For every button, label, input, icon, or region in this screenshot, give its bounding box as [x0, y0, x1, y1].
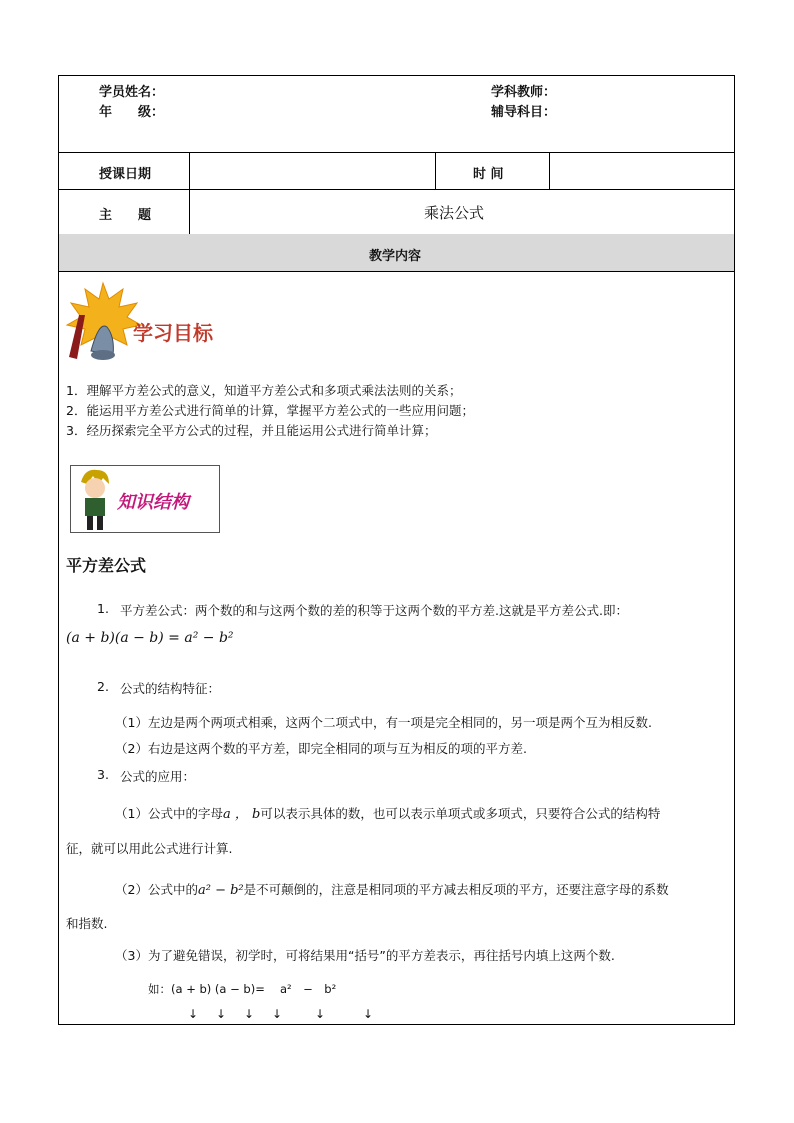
sub-item: （2）右边是这两个数的平方差，即完全相同的项与互为相反的项的平方差. — [115, 741, 527, 756]
sub-item — [115, 880, 669, 898]
table-divider — [549, 152, 550, 189]
goal-item: 1．理解平方差公式的意义，知道平方差公式和多项式乘法法则的关系； — [66, 383, 462, 398]
table-divider — [435, 152, 436, 189]
goal-item: 3．经历探索完全平方公式的过程，并且能运用公式进行简单计算； — [66, 423, 437, 438]
content-header: 教学内容 — [369, 249, 422, 264]
down-arrow-icon: ↓ — [216, 1007, 227, 1021]
table-divider — [189, 152, 190, 234]
student-name-label: 学员姓名： — [99, 85, 165, 100]
down-arrow-icon: ↓ — [363, 1007, 374, 1021]
sub-item — [115, 803, 660, 822]
topic-value: 乘法公式 — [424, 204, 485, 222]
sub-item-text: 是不可颠倒的，注意是相同项的平方减去相反项的平方，还要注意字母的系数 — [243, 882, 669, 897]
learning-goal-title: 学习目标 — [133, 321, 213, 345]
topic-label: 主 题 — [99, 208, 152, 223]
formula: (a + b)(a − b) = a² − b² — [66, 630, 234, 646]
sub-item-text: 可以表示具体的数，也可以表示单项式或多项式，只要符合公式的结构特 — [260, 806, 661, 821]
table-divider — [59, 189, 734, 190]
learning-goal-banner — [65, 281, 225, 367]
down-arrow-icon: ↓ — [272, 1007, 283, 1021]
grade-label: 年 级： — [99, 105, 165, 120]
down-arrow-icon: ↓ — [315, 1007, 326, 1021]
sub-item: （1）左边是两个两项式相乘，这两个二项式中，有一项是完全相同的，另一项是两个互为相反数. — [115, 715, 652, 730]
section-title: 平方差公式 — [66, 556, 147, 575]
sub-item-text: （1）公式中的字母 — [115, 806, 223, 821]
student-cartoon-icon — [73, 466, 115, 532]
teacher-label: 学科教师： — [491, 85, 557, 100]
sub-item-text: （2）公式中的 — [115, 882, 198, 897]
item3-text: 公式的应用： — [120, 769, 196, 784]
lesson-table — [58, 75, 735, 1025]
knowledge-structure-banner — [70, 465, 220, 533]
example-line: 如：(a + b) (a − b)= a² − b² — [148, 982, 337, 996]
sub-item-variables: a ， b — [222, 807, 261, 822]
sub-item-continuation: 征，就可以用此公式进行计算. — [66, 841, 233, 856]
item-number: 1. — [97, 601, 109, 616]
table-divider — [59, 152, 734, 153]
knowledge-structure-title: 知识结构 — [117, 492, 189, 513]
down-arrow-icon: ↓ — [188, 1007, 199, 1021]
item2-text: 公式的结构特征： — [120, 681, 221, 696]
table-divider — [59, 271, 734, 272]
item-number: 3. — [97, 767, 109, 782]
item1-text: 平方差公式：两个数的和与这两个数的差的积等于这两个数的平方差.这就是平方差公式.即： — [120, 603, 628, 618]
subject-label: 辅导科目： — [491, 105, 557, 120]
sub-item-continuation: 和指数. — [66, 916, 108, 931]
down-arrow-icon: ↓ — [244, 1007, 255, 1021]
time-label: 时 间 — [473, 167, 504, 182]
sub-item: （3）为了避免错误，初学时，可将结果用“括号”的平方差表示，再往括号内填上这两个数. — [115, 948, 615, 963]
item-number: 2. — [97, 679, 109, 694]
sub-item-variables: a² − b² — [197, 883, 244, 898]
goal-item: 2．能运用平方差公式进行简单的计算，掌握平方差公式的一些应用问题； — [66, 403, 474, 418]
date-label: 授课日期 — [99, 167, 152, 182]
